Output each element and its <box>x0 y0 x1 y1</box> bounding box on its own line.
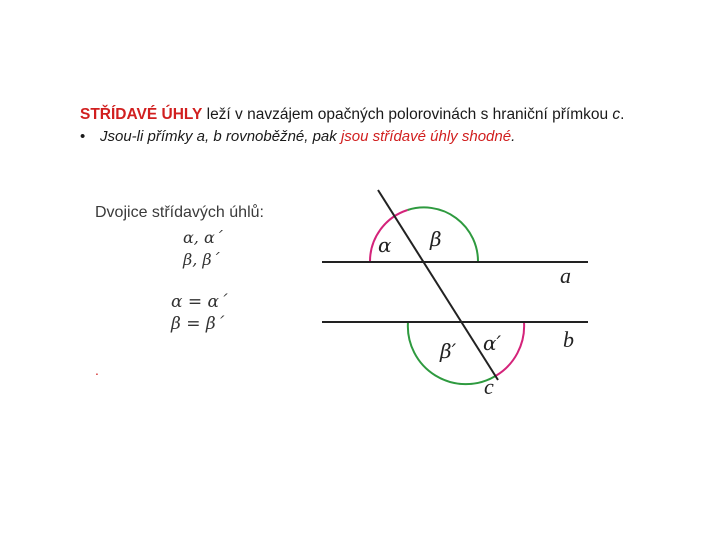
stray-dot: . <box>95 362 99 378</box>
beta-prime-label: β′ <box>440 339 457 363</box>
definition-end: . <box>620 106 625 123</box>
var-c: c <box>612 106 621 123</box>
bullet-symbol: • <box>80 128 86 145</box>
bullet-highlight: jsou střídavé úhly shodné <box>340 128 512 145</box>
alpha-label: α <box>378 233 392 257</box>
pairs-title: Dvojice střídavých úhlů: <box>95 204 264 221</box>
pair-beta: β, β´ <box>183 250 220 269</box>
beta-label: β <box>430 227 442 251</box>
equality-alpha: α = α´ <box>171 292 228 312</box>
equality-beta: β = β´ <box>171 314 225 334</box>
line-c <box>378 190 498 380</box>
pair-alpha: α, α´ <box>183 228 223 247</box>
line-b-label: b <box>563 327 574 352</box>
definition-text: leží v navzájem opačných polorovinách s hraniční přímkou <box>202 106 613 123</box>
bullet-text: Jsou-li přímky a, b rovnoběžné, pak <box>100 128 341 145</box>
alpha-prime-label: α′ <box>483 331 502 355</box>
term-strideve-uhly: STŘÍDAVÉ ÚHLY <box>80 106 203 123</box>
bullet-end: . <box>511 128 516 145</box>
line-c-label: c <box>484 374 494 399</box>
line-a-label: a <box>560 263 571 288</box>
